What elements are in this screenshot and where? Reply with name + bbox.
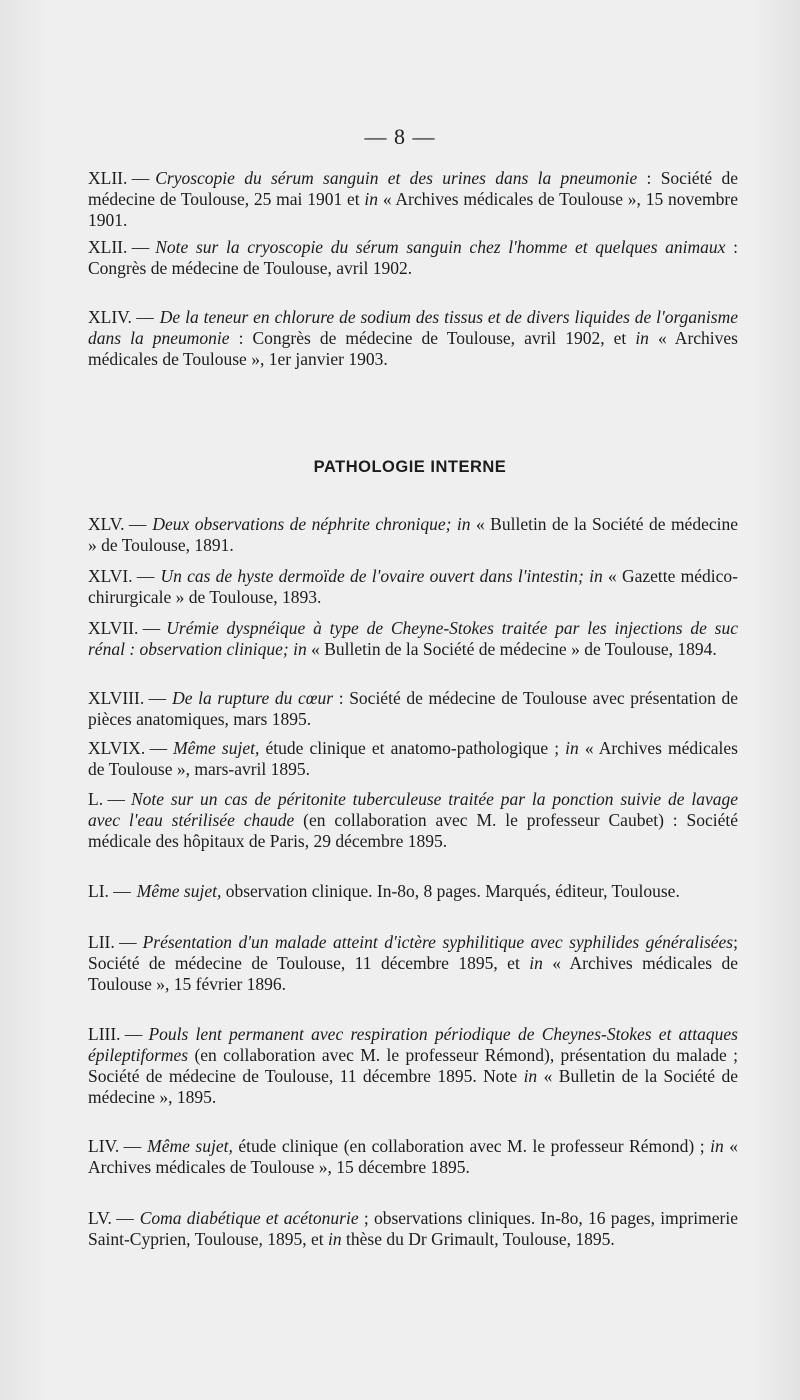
entry-number: LV. — [88,1208,134,1228]
entry-title: Note sur la cryoscopie du sérum sanguin chez l'homme et quelques animaux [155,237,726,257]
entry-title: Même sujet, [147,1136,233,1156]
page-number: — 8 — [364,124,436,149]
entry-in: in [710,1136,724,1156]
entry-title: Urémie dyspnéique à type de Cheyne-Stokes traitée par les injections de suc rénal : observation clinique; in [88,618,738,659]
entry-number: XLII. — [88,168,150,188]
bibliography-entry [88,789,738,852]
entry-details: « Bulletin de la Société de médecine » de Toulouse, 1891. [88,514,738,555]
entry-title: De la rupture du cœur [172,688,334,708]
entry-number: XLVI. — [88,566,155,586]
entry-number: L. — [88,789,125,809]
entry-number: LI. — [88,881,131,901]
bibliography-entry [88,1136,738,1178]
entry-details: (en collaboration avec M. le professeur Caubet) : Société médicale des hôpitaux de Paris, 29 décembre 1895. [88,810,738,851]
entry-details: ; observations cliniques. In-8o, 16 pages, imprimerie Saint-Cyprien, Toulouse, 1895, et [88,1208,738,1249]
entry-details: « Bulletin de la Société de médecine » de Toulouse, 1894. [306,639,717,659]
entry-details: étude clinique et anatomo-pathologique ; [259,738,566,758]
entry-title: Même sujet, [136,881,222,901]
bibliography-entry [88,932,738,995]
entry-title: Pouls lent permanent avec respiration périodique de Cheynes-Stokes et attaques épileptiformes [88,1024,738,1065]
entry-in: in [565,738,579,758]
bibliography-entry [88,618,738,660]
entry-in: in [523,1066,538,1086]
bibliography-entry [88,738,738,780]
entry-number: XLV. — [88,514,147,534]
bibliography-entry [88,688,738,730]
entry-title: Même sujet, [173,738,260,758]
entry-details: : Société de médecine de Toulouse avec présentation de pièces anatomiques, mars 1895. [88,688,738,729]
bibliography-entry [88,307,738,370]
bibliography-entry [88,168,738,231]
entry-number: XLVIII. — [88,688,167,708]
entry-details: ; Société de médecine de Toulouse, 11 décembre 1895, et [88,932,738,973]
entry-tail: « Archives médicales de Toulouse », 1er janvier 1903. [88,328,738,369]
entry-in: in [364,189,379,209]
entry-details: : Congrès de médecine de Toulouse, avril 1902. [88,237,738,278]
entry-number: LIV. — [88,1136,142,1156]
bibliography-entry [88,1208,738,1250]
entry-number: XLVIX. — [88,738,168,758]
entry-details: : Congrès de médecine de Toulouse, avril 1902, et [229,328,636,348]
entry-title: De la teneur en chlorure de sodium des tissus et de divers liquides de l'organisme dans la pneumonie [88,307,738,348]
bibliography-entry [88,237,738,279]
entry-details: : Société de médecine de Toulouse, 25 mai 1901 et [88,168,738,209]
entry-tail: thèse du Dr Grimault, Toulouse, 1895. [341,1229,615,1249]
entry-title: Un cas de hyste dermoïde de l'ovaire ouvert dans l'intestin; in [160,566,603,586]
entry-in: in [635,328,649,348]
entry-tail: « Archives médicales de Toulouse », mars-avril 1895. [88,738,738,779]
entry-details: étude clinique (en collaboration avec M. le professeur Rémond) ; [232,1136,711,1156]
entry-tail: « Bulletin de la Société de médecine », 1895. [88,1066,738,1107]
entry-title: Présentation d'un malade atteint d'ictère syphilitique avec syphilides généralisées [142,932,734,952]
bibliography-entry [88,566,738,608]
entry-in: in [529,953,543,973]
entry-title: Coma diabétique et acétonurie [139,1208,359,1228]
entry-number: LIII. — [88,1024,143,1044]
entry-title: Note sur un cas de péritonite tuberculeuse traitée par la ponction suivie de lavage avec l'eau stérilisée chaude [88,789,738,830]
entry-number: LII. — [88,932,137,952]
bibliography-entry [88,1024,738,1108]
entry-number: XLIV. — [88,307,154,327]
entry-tail: « Archives médicales de Toulouse », 15 novembre 1901. [88,189,738,230]
entry-details: « Gazette médico-chirurgicale » de Toulouse, 1893. [88,566,738,607]
entry-number: XLVII. — [88,618,161,638]
section-heading: PATHOLOGIE INTERNE [313,458,507,476]
entry-tail: « Archives médicales de Toulouse », 15 février 1896. [88,953,738,994]
bibliography-entry [88,514,738,556]
entry-details: observation clinique. In-8o, 8 pages. Marqués, éditeur, Toulouse. [221,881,680,901]
entry-number: XLII. — [88,237,150,257]
entry-details: (en collaboration avec M. le professeur Rémond), présentation du malade ; Société de médecine de Toulouse, 11 décembre 1895. Note [88,1045,738,1086]
bibliography-entry [88,881,738,902]
entry-title: Cryoscopie du sérum sanguin et des urines dans la pneumonie [155,168,638,188]
entry-title: Deux observations de néphrite chronique; in [152,514,471,534]
entry-in: in [328,1229,342,1249]
entry-tail: « Archives médicales de Toulouse », 15 décembre 1895. [88,1136,739,1177]
